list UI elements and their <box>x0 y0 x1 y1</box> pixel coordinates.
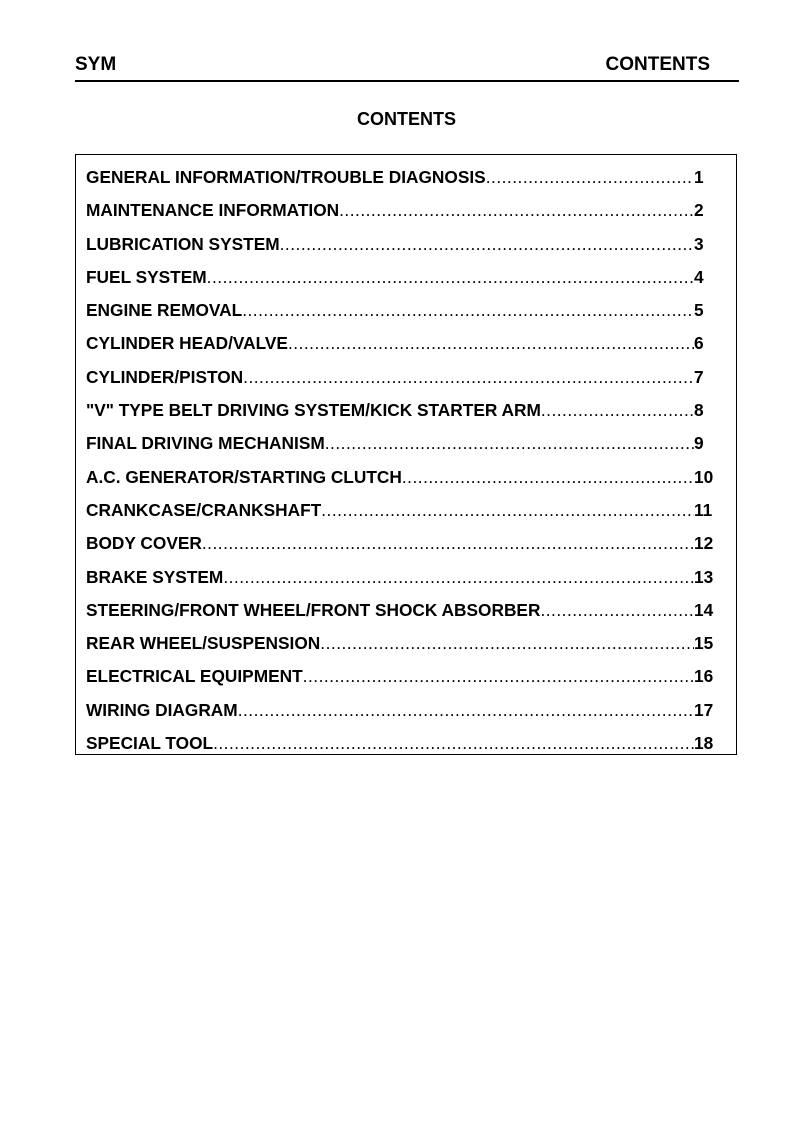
toc-entry-title: WIRING DIAGRAM <box>86 699 238 720</box>
toc-entry[interactable] <box>86 699 714 732</box>
toc-entry[interactable] <box>86 266 714 299</box>
toc-entry[interactable] <box>86 566 714 599</box>
dot-leader <box>402 466 694 488</box>
toc-entry-title: SPECIAL TOOL <box>86 733 214 754</box>
dot-leader <box>541 399 694 421</box>
dot-leader <box>207 266 694 288</box>
toc-entry[interactable] <box>86 732 714 765</box>
toc-entry-title: GENERAL INFORMATION/TROUBLE DIAGNOSIS <box>86 167 486 187</box>
toc-entry[interactable] <box>86 332 714 365</box>
toc-entry[interactable] <box>86 466 714 499</box>
page-title: CONTENTS <box>357 109 456 129</box>
dot-leader <box>303 665 694 687</box>
toc-entry-page: 18 <box>694 733 714 754</box>
toc-entry-title: STEERING/FRONT WHEEL/FRONT SHOCK ABSORBER <box>86 599 541 620</box>
toc-entry-title: ELECTRICAL EQUIPMENT <box>86 666 303 687</box>
toc-entry-page: 7 <box>694 366 704 387</box>
toc-entry-title: BODY COVER <box>86 533 202 554</box>
toc-entry-page: 12 <box>694 533 714 554</box>
dot-leader <box>243 366 694 388</box>
toc-entry-page: 8 <box>694 400 704 421</box>
toc-entry-page: 1 <box>694 167 704 187</box>
toc-entry-page: 2 <box>694 200 704 221</box>
toc-entry-page: 11 <box>694 499 713 520</box>
dot-leader <box>213 732 694 754</box>
dot-leader <box>339 199 694 221</box>
brand-name: SYM <box>75 54 117 75</box>
dot-leader <box>202 532 694 554</box>
toc-entry-title: FINAL DRIVING MECHANISM <box>86 433 325 454</box>
toc-entry-page: 16 <box>694 666 714 687</box>
toc-entry-page: 15 <box>694 633 714 654</box>
toc-entry-page: 9 <box>694 433 704 454</box>
toc-entry-title: BRAKE SYSTEM <box>86 566 224 587</box>
toc-entry-title: CYLINDER HEAD/VALVE <box>86 333 288 354</box>
toc-entry-page: 14 <box>694 599 714 620</box>
header-title: CONTENTS <box>605 54 710 75</box>
toc-entry[interactable] <box>86 599 714 632</box>
toc-entry[interactable] <box>86 665 714 698</box>
toc-entry-page: 4 <box>694 266 704 287</box>
toc-entry-title: A.C. GENERATOR/STARTING CLUTCH <box>86 466 402 487</box>
toc-entry-page: 17 <box>694 699 714 720</box>
toc-entry-page: 6 <box>694 333 704 354</box>
toc-entry[interactable] <box>86 166 714 199</box>
toc-list <box>86 166 714 765</box>
toc-entry[interactable] <box>86 532 714 565</box>
toc-entry[interactable] <box>86 632 714 665</box>
toc-entry-page: 5 <box>694 300 704 321</box>
toc-entry-page: 3 <box>694 233 704 254</box>
toc-entry[interactable] <box>86 366 714 399</box>
toc-entry-page: 10 <box>694 466 714 487</box>
dot-leader <box>242 299 694 321</box>
toc-entry-title: FUEL SYSTEM <box>86 266 207 287</box>
toc-entry-title: ENGINE REMOVAL <box>86 300 243 321</box>
toc-entry-page: 13 <box>694 566 714 587</box>
toc-entry-title: "V" TYPE BELT DRIVING SYSTEM/KICK STARTER ARM <box>86 400 541 421</box>
toc-entry[interactable] <box>86 233 714 266</box>
dot-leader <box>280 233 694 255</box>
dot-leader <box>288 332 694 354</box>
toc-entry-title: MAINTENANCE INFORMATION <box>86 200 340 221</box>
toc-entry-title: CYLINDER/PISTON <box>86 366 244 387</box>
dot-leader <box>540 599 694 621</box>
toc-entry[interactable] <box>86 432 714 465</box>
dot-leader <box>320 632 694 654</box>
toc-entry[interactable] <box>86 299 714 332</box>
toc-entry-title: REAR WHEEL/SUSPENSION <box>86 633 321 654</box>
toc-entry-title: CRANKCASE/CRANKSHAFT <box>86 499 322 520</box>
dot-leader <box>486 166 694 188</box>
page-header <box>75 54 739 82</box>
toc-entry[interactable] <box>86 399 714 432</box>
table-of-contents <box>75 154 737 755</box>
toc-entry[interactable] <box>86 499 714 532</box>
dot-leader <box>325 432 694 454</box>
toc-entry-title: LUBRICATION SYSTEM <box>86 233 280 254</box>
toc-entry[interactable] <box>86 199 714 232</box>
dot-leader <box>238 699 694 721</box>
dot-leader <box>321 499 694 521</box>
dot-leader <box>223 566 694 588</box>
